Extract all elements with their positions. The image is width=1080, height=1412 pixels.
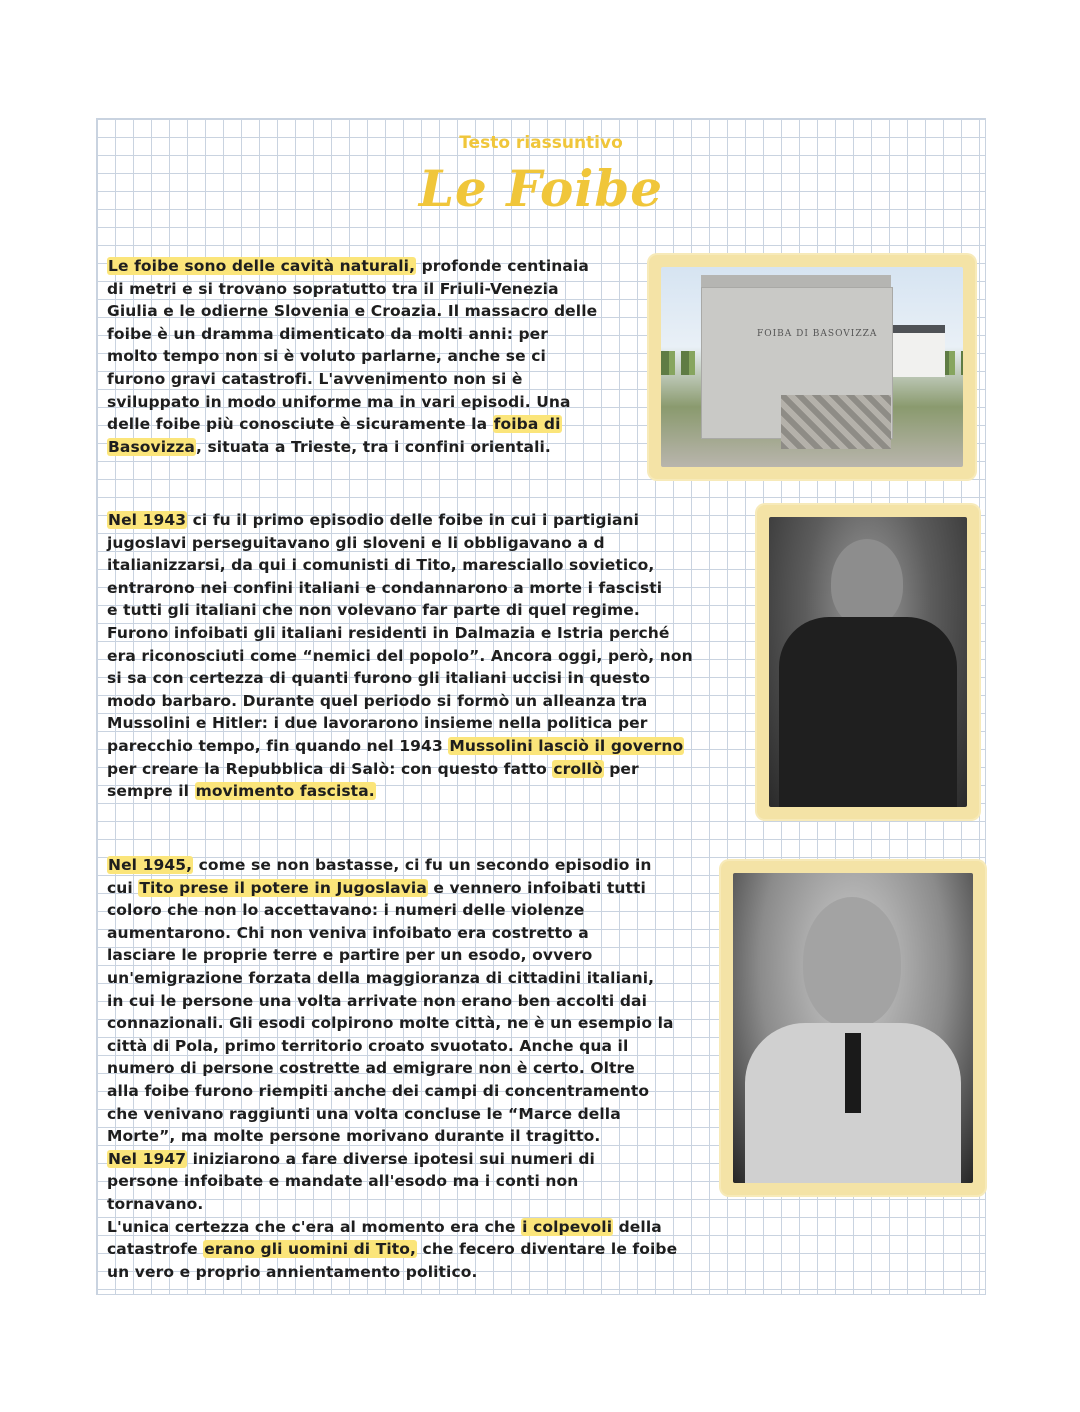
text-line [107,1261,677,1284]
text-line [107,645,693,668]
text-line [107,1148,677,1171]
text-segment: parecchio tempo, fin quando nel 1943 [107,736,449,755]
text-line [107,622,693,645]
highlighted-text: Mussolini lasciò il governo [449,736,684,755]
highlighted-text: foiba di [493,415,561,434]
portrait-head [803,897,901,1027]
highlighted-text: movimento fascista. [195,782,375,801]
text-line [107,554,693,577]
photo-mussolini-portrait [769,517,967,807]
text-line [107,990,677,1013]
paragraph-section2 [107,509,693,803]
text-line [107,577,693,600]
text-line [107,509,693,532]
text-line [107,323,597,346]
text-line [107,735,693,758]
highlighted-text: Tito prese il potere in Jugoslavia [139,878,427,897]
text-line [107,255,597,278]
text-line [107,1012,677,1035]
text-segment: città di Pola, primo territorio croato svuotato. Anche qua il [107,1036,629,1055]
paragraph-section1 [107,255,597,458]
text-line [107,436,597,459]
text-segment: sviluppato in modo uniforme ma in vari episodi. Una [107,392,571,411]
text-segment: Furono infoibati gli italiani residenti in Dalmazia e Istria perché [107,623,670,642]
highlighted-text: Nel 1945, [108,856,193,874]
highlighted-text: crollò [553,759,603,778]
text-segment: e tutti gli italiani che non volevano far parte di quel regime. [107,601,640,620]
text-segment: connazionali. Gli esodi colpirono molte città, ne è un esempio la [107,1014,674,1033]
text-line [107,532,693,555]
highlighted-text: Le foibe sono delle cavità naturali, [108,257,416,275]
highlighted-text: Nel 1943 [108,511,187,529]
text-segment: numero di persone costrette ad emigrare non è certo. Oltre [107,1059,635,1078]
text-segment: L'unica certezza che c'era al momento era che [107,1217,522,1236]
text-line [107,667,693,690]
photo-frame-mussolini [757,505,979,819]
text-segment: delle foibe più conosciute è sicuramente la [107,415,493,434]
text-segment: coloro che non lo accettavano: i numeri delle violenze [107,901,585,920]
text-segment: Giulia e le odierne Slovenia e Croazia. Il massacro delle [107,302,598,321]
text-segment: si sa con certezza di quanti furono gli italiani uccisi in questo [107,669,651,688]
text-segment: un'emigrazione forzata della maggioranza di cittadini italiani, [107,968,655,987]
text-line [107,1125,677,1148]
text-segment: sempre il [107,782,195,801]
text-segment: per creare la Repubblica di Salò: con questo fatto [107,759,553,778]
text-segment: furono gravi catastrofi. L'avvenimento non si è [107,369,523,388]
text-line [107,278,597,301]
text-line [107,1238,677,1261]
text-segment: per [603,759,639,778]
text-line [107,368,597,391]
text-segment: entrarono nei confini italiani e condannarono a morte i fascisti [107,578,663,597]
text-line [107,345,597,368]
text-segment: un vero e proprio annientamento politico. [107,1262,478,1281]
text-segment: Morte”, ma molte persone morivano durante il tragitto. [107,1127,601,1146]
photo-frame-tito [721,861,985,1195]
text-segment: e vennero infoibati tutti [427,878,646,897]
text-segment: di metri e si trovano sopratutto tra il Friuli-Venezia [107,279,559,298]
text-line [107,300,597,323]
text-line [107,1216,677,1239]
text-segment: iniziarono a fare diverse ipotesi sui numeri di [187,1149,595,1168]
text-segment: catastrofe [107,1240,204,1259]
text-segment: era riconosciuti come “nemici del popolo”. Ancora oggi, però, non [107,646,693,665]
text-segment: molto tempo non si è voluto parlarne, anche se ci [107,347,546,366]
text-line [107,1080,677,1103]
text-line [107,854,677,877]
text-segment: Mussolini e Hitler: i due lavorarono insieme nella politica per [107,714,648,733]
monument-inscription: FOIBA DI BASOVIZZA [757,329,878,339]
text-line [107,922,677,945]
grid-paper-sheet [96,118,986,1295]
portrait-tie [845,1033,861,1113]
text-line [107,967,677,990]
text-line [107,413,597,436]
text-segment: alla foibe furono riempiti anche dei campi di concentramento [107,1081,650,1100]
text-segment: che fecero diventare le foibe [417,1240,678,1259]
text-line [107,1035,677,1058]
text-line [107,758,693,781]
text-segment: che venivano raggiunti una volta concluse le “Marce della [107,1104,621,1123]
highlighted-text: Nel 1947 [108,1149,187,1168]
text-line [107,599,693,622]
text-line [107,877,677,900]
page-subtitle: Testo riassuntivo [459,133,623,153]
text-segment: in cui le persone una volta arrivate non erano ben accolti dai [107,991,647,1010]
photo-tito-portrait [733,873,973,1183]
text-segment: come se non bastasse, ci fu un secondo episodio in [193,856,652,874]
text-line [107,1103,677,1126]
photo-basovizza-monument [661,267,963,467]
text-segment: italianizzarsi, da qui i comunisti di Tito, maresciallo sovietico, [107,556,655,575]
text-line [107,690,693,713]
text-line [107,712,693,735]
text-line [107,780,693,803]
text-segment: , situata a Trieste, tra i confini orientali. [195,437,551,456]
text-line [107,1193,677,1216]
paragraph-section3 [107,854,677,1283]
text-segment: lasciare le proprie terre e partire per un esodo, ovvero [107,946,593,965]
text-segment: cui [107,878,139,897]
portrait-uniform [779,617,957,807]
text-segment: foibe è un dramma dimenticato da molti anni: per [107,324,549,343]
text-segment: ci fu il primo episodio delle foibe in cui i partigiani [187,511,640,529]
highlighted-text: Basovizza [108,437,195,456]
text-segment: profonde centinaia [416,257,589,275]
text-line [107,944,677,967]
text-line [107,1057,677,1080]
photo-frame-basovizza [649,255,975,479]
rock-wall [781,395,891,449]
text-line [107,899,677,922]
highlighted-text: erano gli uomini di Tito, [204,1240,417,1259]
text-segment: persone infoibate e mandate all'esodo ma i conti non [107,1172,579,1191]
text-segment: della [613,1217,662,1236]
text-segment: modo barbaro. Durante quel periodo si formò un alleanza tra [107,691,648,710]
text-line [107,391,597,414]
page-title: Le Foibe [418,159,664,218]
highlighted-text: i colpevoli [522,1217,613,1236]
text-line [107,1170,677,1193]
portrait-head [831,539,903,627]
text-segment: aumentarono. Chi non veniva infoibato era costretto a [107,923,589,942]
text-segment: jugoslavi perseguitavano gli sloveni e li obbligavano a d [107,533,605,552]
text-segment: tornavano. [107,1194,204,1213]
